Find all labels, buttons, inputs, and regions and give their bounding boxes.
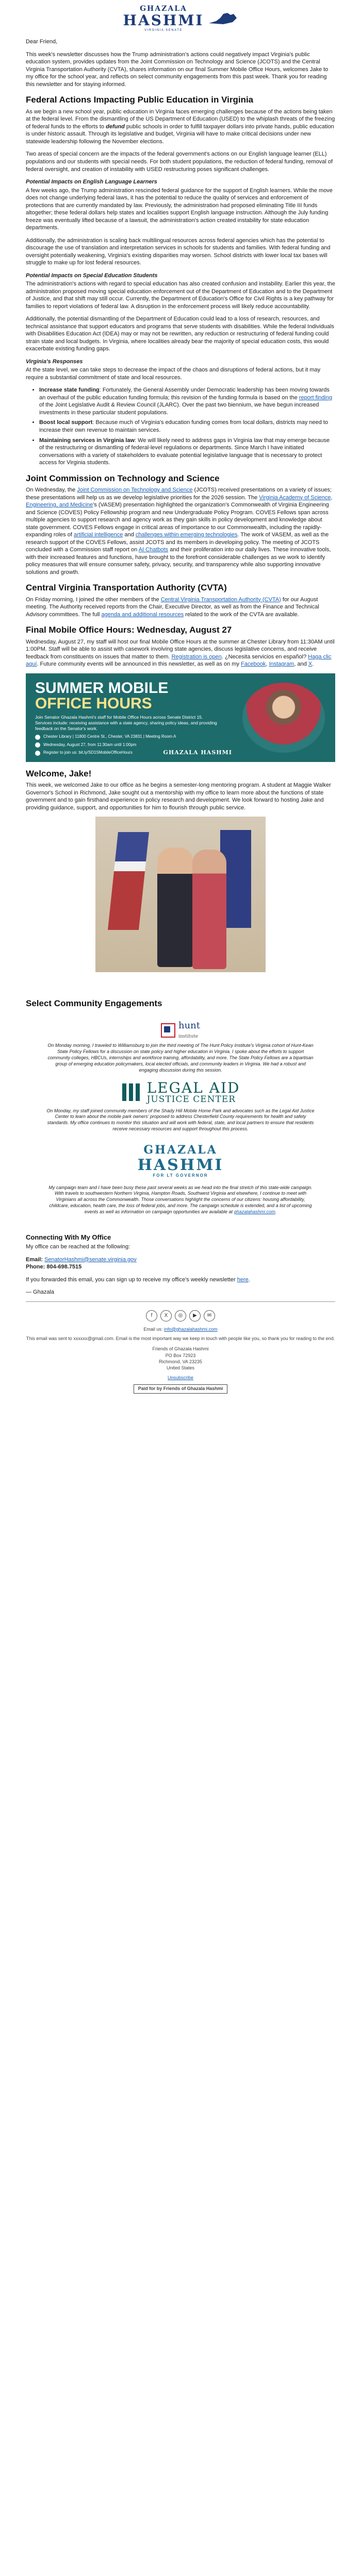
facebook-icon[interactable]: f <box>146 1310 157 1321</box>
paid-for-notice: Paid for by Friends of Ghazala Hashmi <box>134 1384 228 1394</box>
newsletter <box>26 0 335 1397</box>
campaign-logo: GHAZALA HASHMI FOR LT GOVERNOR <box>137 1143 224 1178</box>
ai-chatbots-link[interactable]: AI Chatbots <box>138 547 169 553</box>
x-link[interactable]: X <box>308 661 313 668</box>
person-senator <box>192 850 226 969</box>
federal-p1: As we begin a new school year, public education in Virginia faces emerging challenges because of the actions being taken at the federal level. From the dismantling of the US Department of Education (USED) to the whiplash threats of the freezing of federal funds to the efforts to defund public schools in order to fulfill taxpayer dollars into private hands, public education is under historic assault. Through its legislative and budget, Virginia will have to make critical decisions under new statewide leadership following the November elections. <box>26 108 335 145</box>
campaign-website-link[interactable]: ghazalahashmi.com <box>234 1209 275 1215</box>
footer-notice: This email was sent to xxxxxx@gmail.com. Email is the most important way we keep in touch with people like you, so thank you for reading to the end. <box>26 1335 335 1341</box>
cvta-agenda-link[interactable]: agenda and additional resources <box>101 611 184 618</box>
instagram-link[interactable]: Instagram <box>269 661 294 668</box>
office-hours-title: Final Mobile Office Hours: Wednesday, August 27 <box>26 625 232 635</box>
footer-address: Friends of Ghazala Hashmi PO Box 72923 Richmond, VA 23235 United States <box>152 1346 209 1370</box>
legal-aid-caption: On Monday, my staff joined community members of the Shady Hill Mobile Home Park and advocates such as the Legal Aid Justice Center to learn about the mobile park owners' proposed to address Chesterfield County requirements for health and safety standards. My office continues to monitor this situation and will work with federal, state, and local partners to ensure that residents receive necessary resources and support throughout this process. <box>46 1108 315 1132</box>
footer-email: Email us: info@ghazalahashmi.com <box>143 1326 218 1332</box>
jcots-title: Joint Commission on Technology and Science <box>26 473 220 483</box>
brand-main: HASHMI <box>123 12 204 29</box>
list-item: • Maintaining services in Virginia law: We will likely need to address gaps in Virginia law that may emerge because of the restructuring or dismantling of federal-level regulations or departments. Since March I have initiated conversations with a variety of stakeholders to evaluate potential legislative language that is necessary to protect access for Virginia students. <box>39 437 335 467</box>
vasem-link[interactable]: Virginia Academy of Science, Engineering, and Medicine <box>26 494 333 509</box>
brand-top: GHAZALA <box>140 5 187 13</box>
federal-p5: The administration's actions with regard to special education has also created confusion and instability. Earlier this year, the administration proposed moving special education enforcement out of the Department of Education and to the Department of Justice, and that shift may still occur. Currently, the Department of Education's Office for Civil Rights is a key pathway for families to report violations of federal law. A disruption in the enforcement process will likely reduce accountability. <box>26 281 335 310</box>
cvta-section <box>26 582 335 618</box>
federal-p7: At the state level, we can take steps to decrease the impact of the chaos and disruptions of federal actions, but it may require a substantial commitment of state and local resources. <box>26 367 321 381</box>
legal-aid-logo: LEGAL AID JUSTICE CENTER <box>26 1081 335 1105</box>
connect-section <box>26 1233 335 1296</box>
banner-title: SUMMER MOBILE OFFICE HOURS <box>35 679 169 712</box>
connect-title: Connecting With My Office <box>26 1233 111 1241</box>
federal-p6: Additionally, the potential dismantling of the Department of Education could lead to a loss of research, resources, and technical assistance that support educators and programs that serve students with disabilities. While the federal Individuals with Disabilities Education Act (IDEA) may or may not be rewritten, any reduction or restructuring of federal funding could strain state and local budgets. In Virginia, where localities already bear the majority of special education costs, this would exacerbate existing funding gaps. <box>26 316 334 352</box>
cvta-link[interactable]: Central Virginia Transportation Authority (CVTA) <box>160 596 281 603</box>
engagements-title: Select Community Engagements <box>26 998 162 1009</box>
footer <box>26 1310 335 1397</box>
spanish-link[interactable]: Haga clic aquí <box>26 653 332 668</box>
jake-photo <box>95 817 266 972</box>
signoff: — Ghazala <box>26 1289 55 1296</box>
calendar-icon <box>35 742 40 748</box>
jake-title: Welcome, Jake! <box>26 768 92 778</box>
emerging-tech-link[interactable]: challenges within emerging technologies <box>135 532 238 538</box>
contact-info: Email: SenatorHashmi@senate.virginia.gov Phone: 804-698.7515 <box>26 1256 137 1270</box>
office-email-link[interactable]: SenatorHashmi@senate.virginia.gov <box>44 1256 137 1263</box>
banner-logo: GHAZALA HASHMI <box>163 749 232 756</box>
federal-p3: A few weeks ago, the Trump administration rescinded federal guidance for the support of English learners. While the move does not change underlying federal laws, it has the potential to reduce the quality of services and enforcement of protections that are currently mandated by law. Previously, the administration had proposed eliminating Title III funds altogether; these federal dollars help states and localities support English language instruction. Although the July funding freeze was eventually lifted because of a lawsuit, the administration's action created instability for state education departments. <box>26 187 333 231</box>
brand-logo <box>123 4 238 33</box>
header-brand <box>26 0 335 38</box>
banner-registration: Register to join us: bit.ly/SD15MobileOfficeHours <box>35 750 221 756</box>
instagram-icon[interactable]: ◎ <box>175 1310 186 1321</box>
list-item: • Boost local support: Because much of Virginia's education funding comes from local dollars, districts may need to increase their own revenue to maintain services. <box>39 419 335 434</box>
jake-section <box>26 768 335 973</box>
office-hours-paragraph: Wednesday, August 27, my staff will host our final Mobile Office Hours at the summer at Chester Library from 11:30AM until 1:00PM. Staff will be able to assist with casework involving state agencies, discuss legislative concerns, and receive feedback from constituents on issues that matter to them. Registration is open. ¿Necesita servicios en español? Haga clic aquí. Future community events will be announced in this newsletter, as well as on my Facebook, Instagram, and X. <box>26 638 335 668</box>
cvta-paragraph: On Friday morning, I joined the other members of the Central Virginia Transportation Authority (CVTA) for our August meeting. The Authority received reports from the Chair, Executive Director, as well as from the Finance and Technical Advisory committees. The full agenda and additional resources related to the work of the CVTA are available. <box>26 596 319 618</box>
connect-intro: My office can be reached at the following: <box>26 1244 130 1250</box>
link-icon <box>35 751 40 756</box>
unsubscribe-link[interactable]: Unsubscribe <box>167 1375 194 1381</box>
virginia-flag <box>108 832 149 930</box>
senator-photo <box>242 683 325 753</box>
registration-link[interactable]: Registration is open <box>171 653 222 660</box>
hunt-institute-logo: hunt institute <box>26 1021 335 1040</box>
office-hours-banner[interactable] <box>26 673 335 762</box>
office-hours-section <box>26 624 335 762</box>
person-jake <box>157 848 193 967</box>
footer-email-link[interactable]: info@ghazalahashmi.com <box>163 1326 218 1332</box>
banner-description: Join Senator Ghazala Hashmi's staff for Mobile Office Hours across Senate District 15. Services include: receiving assistance with a state agency, sharing policy ideas, and providing feedback on the Senator's work. <box>35 714 217 732</box>
social-icons <box>26 1310 335 1321</box>
campaign-caption: My campaign team and I have been busy these past several weeks as we head into the final stretch of this state-wide campaign. With travels to southwestern Northern Virginia, Hampton Roads, Southwest Virginia and elsewhere, I continue to meet with Virginians all across the Commonwealth. Those conversations highlight the concerns of our citizens: housing affordability, childcare, education, health care, the loss of federal jobs, and more. The campaign schedule is extended, and a list of upcoming events as well as information on campaign opportunities are available at ghazalahashmi.com. <box>48 1184 313 1215</box>
jlarc-report-link[interactable]: report finding <box>299 394 333 401</box>
facebook-link[interactable]: Facebook <box>241 661 266 668</box>
banner-location: Chester Library | 11800 Centre St., Chester, VA 23831 | Meeting Room A <box>35 734 221 740</box>
cvta-title: Central Virginia Transportation Authority (CVTA) <box>26 583 227 593</box>
sped-heading: Potential Impacts on Special Education Students <box>26 272 158 279</box>
list-item: • Increase state funding: Fortunately, the General Assembly under Democratic leadership has been moving towards an overhaul of the public education funding formula; this revision of the funding formula is based on the report finding of the Joint Legislative Audit & Review Council (JLARC). Over the past two biennium, we have begun increased investments in these particular student populations. <box>39 386 335 416</box>
engagements-section <box>26 998 335 1215</box>
jcots-link[interactable]: Joint Commission on Technology and Science <box>77 487 193 493</box>
office-phone: 804-698.7515 <box>46 1264 82 1270</box>
federal-title: Federal Actions Impacting Public Education in Virginia <box>26 95 254 105</box>
jcots-section <box>26 473 335 577</box>
federal-section <box>26 94 335 466</box>
jcots-paragraph: On Wednesday, the Joint Commission on Technology and Science (JCOTS) received presentations on a variety of issues; these presentations will help us as we develop legislative priorities for the 2026 session. The Virginia Academy of Science, Engineering, and Medicine's (VASEM) presentation highlighted the organization's Commonwealth of Virginia Engineering and Science (COVES) Policy Fellowship program and new Undergraduate Policy Program. COVES Fellows span across multiple agencies to support research and agency work as they gain skills in policy development and knowledge about state government. COVES Fellows engage in critical areas of importance to our Commonwealth, including the rapidly-expanding roles of artificial intelligence and challenges within emerging technologies. The work of VASEM, as well as the research support of the COVES Fellows, assist JCOTS and its members in developing policy. The meeting of JCOTS concluded with a Commission staff report on AI Chatbots and their proliferation into our daily lives. These innovative tools, with their increased features and functions, have brought to the forefront considerable challenges as we work to identify policy measures that will ensure consumer safety, privacy, security, and transparency while also supporting innovative solutions and growth. <box>26 487 333 575</box>
intro-paragraph: This week's newsletter discusses how the Trump administration's actions could negatively impact Virginia's public education system, provides updates from the Joint Commission on Technology and Science (JCOTS) and the Central Virginia Transportation Authority (CVTA), shares information on our final Summer Mobile Office Hours, welcomes Jake to my office for the school year, and reflects on select community engagements from this past week. Thank you for reading this newsletter and for staying informed. <box>26 51 329 88</box>
location-icon <box>35 735 40 740</box>
divider <box>26 1301 335 1302</box>
youtube-icon[interactable]: ▶ <box>189 1310 201 1321</box>
newsletter-signup-link[interactable]: here <box>237 1276 249 1283</box>
signup-paragraph: If you forwarded this email, you can sign up to receive my office's weekly newsletter here. <box>26 1276 250 1283</box>
federal-p2: Two areas of special concern are the impacts of the federal government's actions on our English language learner (ELL) populations and our students with special needs. For both student populations, the reduction of federal funding, removal of federal oversight, and creation of instability with USED restructuring poses significant challenges. <box>26 151 333 173</box>
ell-heading: Potential Impacts on English Language Learners <box>26 179 157 185</box>
jake-paragraph: This week, we welcomed Jake to our office as he begins a semester-long mentoring program. A student at Maggie Walker Governor's School in Richmond, Jake sought out a mentorship with my office to learn more about the functions of state government and to gain firsthand experience in policy research and development. We look forward to hosting Jake and providing guidance, support, and opportunities for him to flourish through public service. <box>26 782 331 811</box>
responses-heading: Virginia's Responses <box>26 358 83 365</box>
hunt-institute-icon <box>161 1023 175 1038</box>
federal-p4: Additionally, the administration is scaling back multilingual resources across federal agencies which has the potential to discourage the use of translation and interpretation services in schools for students and families. With federal funding and oversight potentially weakening, Virginia's existing disparities may worsen. School districts with lower local tax bases will struggle to make up for lost federal resources. <box>26 237 331 266</box>
greeting: Dear Friend, <box>26 39 58 45</box>
banner-time: Wednesday, August 27, from 11:30am until 1:00pm <box>35 742 221 748</box>
brand-sub: VIRGINIA SENATE <box>144 29 183 32</box>
hunt-caption: On Monday morning, I traveled to Williamsburg to join the third meeting of The Hunt Policy Institute's Virginia cohort of Hunt-Kean State Policy Fellows for a discussion on state policy and higher education in Virginia. I spoke about the efforts to support community colleges, HBCUs, internships and workforce training, affordability, and more. The State Policy Fellows are a bipartisan group of emerging education policymakers, local elected officials, and community leaders in Virginia. We had a robust and engaging discussion during this session. <box>47 1043 314 1073</box>
email-icon[interactable]: ✉ <box>204 1310 215 1321</box>
legal-aid-icon <box>121 1082 142 1103</box>
responses-list <box>26 386 335 466</box>
virginia-map-icon <box>208 11 238 26</box>
ai-link[interactable]: artificial intelligence <box>73 532 123 538</box>
x-icon[interactable]: X <box>160 1310 172 1321</box>
